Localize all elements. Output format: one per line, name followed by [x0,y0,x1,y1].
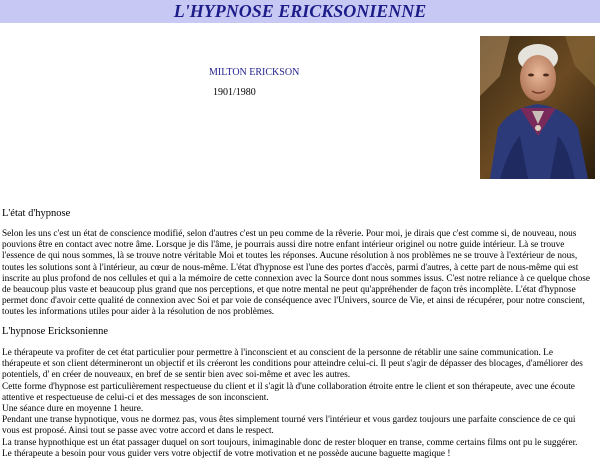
portrait-photo [480,36,595,179]
text-line: La transe hypnothique est un état passager duquel on sort toujours, inimaginable donc de rester bloquer en transe, comme certains films ont pu le suggérer. [2,437,578,448]
paragraph-text: Selon les uns c'est un état de conscience modifié, selon d'autres c'est un peu comme de la rêverie. Pour moi, je dirais que c'est comme si, de nouveau, nous pouvions être en contact avec notre âme. Lorsque je dis l'âme, je pourrais aussi dire notre enfant intérieur originel ou notre guide intérieur. Là se trouve l'essence de qui nous sommes, là se trouve notre véritable Moi et toutes les réponses. Aucune résolution à nos problèmes ne se trouve à l'extérieur de nous, toutes les solutions sont à l'intérieur, au cœur de nous-même. L'état d'hypnose est l'une des portes d'accès, parmi d'autres, à cette part de nous-même qui est inscrite au plus profond de nos cellules et qui a la mémoire de cette connexion avec la Source dont nous sommes issus. C'est notre reliance à ce quelque chose de beaucoup plus vaste et beaucoup plus grand que nos perceptions, et que notre mental ne peut qu'appréhender de façon très incomplète. L'état d'hypnose permet donc d'avoir cette qualité de connexion avec Soi et par voie de conséquence avec l'Univers, source de Vie, et ainsi de récupérer, pour notre conscient, toutes les informations utiles pour aider à la résolution de nos problèmes. [2,229,590,318]
section-title-ericksonienne: L'hypnose Ericksonienne [2,326,108,337]
text-line: Une séance dure en moyenne 1 heure. [2,404,144,415]
paragraph-ericksonienne [2,348,594,460]
paragraph-etat [2,229,594,319]
text-line: Cette forme d'hypnose est particulièrement respectueuse du client et il s'agit là d'une collaboration étroite entre le client et son thérapeute, avec une écoute attentive et respectueuse de celui-ci et des messages de son inconscient. [2,381,575,403]
text-line: Pendant une transe hypnotique, vous ne dormez pas, vous êtes simplement tourné vers l'intérieur et vous gardez toujours une parfaite conscience de ce qui vous est proposé. Ainsi tout se passe avec votre accord et dans le respect. [2,415,576,437]
section-title-etat: L'état d'hypnose [2,208,71,219]
text-line: Le thérapeute a besoin pour vous guider vers votre objectif de votre motivation et ne possède aucune baguette magique ! [2,448,451,459]
author-dates: 1901/1980 [213,87,256,98]
text-line: Le thérapeute va profiter de cet état particulier pour permettre à l'inconscient et au conscient de la personne de rétablir une saine communication. Le thérapeute et son client détermineront un objectif et ils créeront les conditions pour atteindre celui-ci. Il peut s'agir de dépasser des blocages, d'améliorer des potentiels, d' en créer de nouveaux, en bref de se sentir bien avec soi-même et avec les autres. [2,348,583,381]
page-title: L'HYPNOSE ERICKSONIENNE [0,0,600,23]
author-name: MILTON ERICKSON [209,67,300,78]
